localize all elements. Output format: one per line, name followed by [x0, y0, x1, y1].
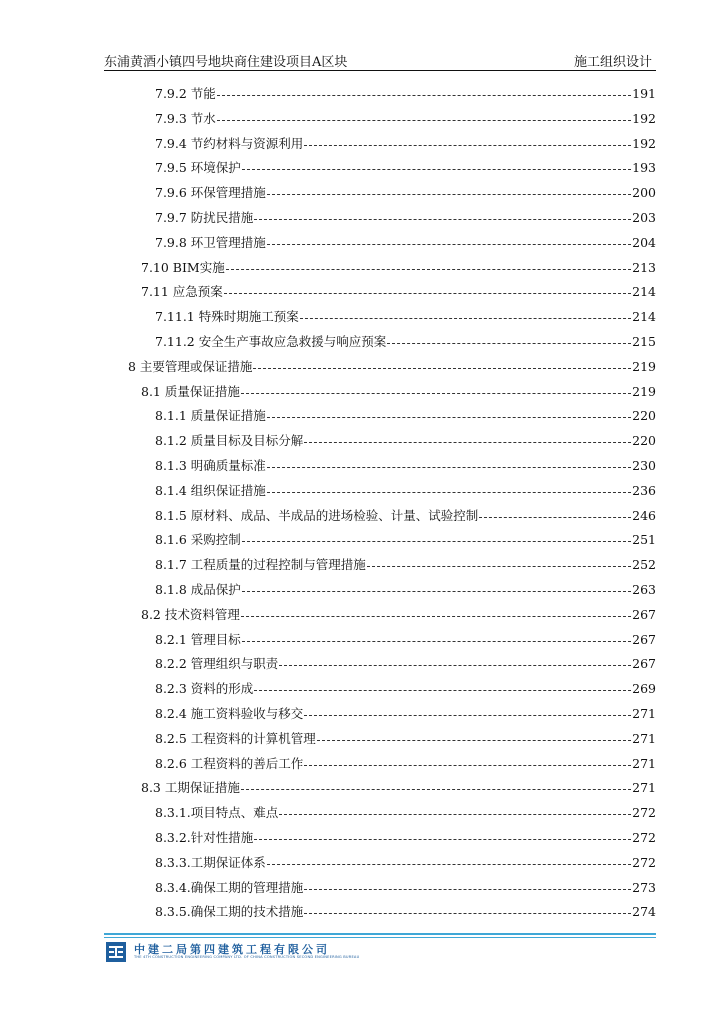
- toc-entry-page: 272: [632, 804, 656, 820]
- toc-leader-dashes: [267, 244, 631, 245]
- toc-leader-dashes: [253, 368, 631, 369]
- toc-entry-title: 7.9.8 环卫管理措施: [155, 235, 266, 250]
- toc-entry-page: 215: [632, 333, 656, 349]
- project-title: 东浦黄酒小镇四号地块商住建设项目A区块: [104, 55, 348, 70]
- toc-entry-page: 200: [632, 184, 656, 200]
- toc-entry[interactable]: [155, 555, 656, 573]
- toc-leader-dashes: [304, 715, 631, 716]
- toc-entry-page: 272: [632, 854, 656, 870]
- toc-entry-page: 220: [632, 432, 656, 448]
- toc-leader-dashes: [241, 393, 631, 394]
- toc-leader-dashes: [241, 789, 631, 790]
- toc-entry-title: 7.9.3 节水: [155, 111, 216, 126]
- toc-leader-dashes: [279, 814, 631, 815]
- toc-leader-dashes: [304, 913, 631, 914]
- toc-entry[interactable]: [141, 382, 656, 400]
- toc-entry[interactable]: [155, 481, 656, 499]
- toc-entry-title: 7.9.6 环保管理措施: [155, 185, 266, 200]
- toc-entry-title: 8.2 技术资料管理: [141, 607, 240, 622]
- toc-entry-page: 214: [632, 283, 656, 299]
- toc-leader-dashes: [226, 269, 631, 270]
- toc-entry[interactable]: [155, 506, 656, 524]
- toc-leader-dashes: [267, 417, 631, 418]
- footer-divider-thin: [104, 937, 656, 938]
- document-type: 施工组织设计: [573, 55, 652, 70]
- toc-entry-title: 8.3.1.项目特点、难点: [155, 805, 279, 820]
- toc-entry-page: 272: [632, 829, 656, 845]
- toc-entry-page: 273: [632, 879, 656, 895]
- toc-entry[interactable]: [141, 282, 656, 300]
- toc-entry[interactable]: [155, 109, 656, 127]
- toc-entry[interactable]: [141, 778, 656, 796]
- company-name-english: THE 4TH CONSTRUCTION ENGINEERING COMPANY LTD. OF CHINA CONSTRUCTION SECOND ENGINEERING BUREAU: [134, 955, 360, 959]
- toc-entry-title: 8.1.7 工程质量的过程控制与管理措施: [155, 557, 366, 572]
- toc-leader-dashes: [279, 665, 631, 666]
- toc-entry[interactable]: [155, 307, 656, 325]
- toc-entry[interactable]: [155, 208, 656, 226]
- toc-entry-page: 271: [632, 755, 656, 771]
- toc-entry-title: 7.9.2 节能: [155, 86, 216, 101]
- company-name: 中建二局第四建筑工程有限公司: [134, 943, 330, 956]
- toc-leader-dashes: [387, 343, 631, 344]
- toc-entry-title: 8.1.1 质量保证措施: [155, 408, 266, 423]
- toc-entry-title: 7.9.7 防扰民措施: [155, 210, 254, 225]
- toc-entry-title: 7.9.5 环境保护: [155, 160, 241, 175]
- toc-entry-title: 8.2.6 工程资料的善后工作: [155, 756, 304, 771]
- toc-entry-title: 8.1.3 明确质量标准: [155, 458, 266, 473]
- toc-entry-title: 8.2.1 管理目标: [155, 632, 241, 647]
- toc-leader-dashes: [254, 219, 631, 220]
- toc-entry[interactable]: [155, 580, 656, 598]
- toc-leader-dashes: [267, 864, 631, 865]
- toc-entry-title: 8.1.8 成品保护: [155, 582, 241, 597]
- toc-entry-page: 267: [632, 655, 656, 671]
- toc-leader-dashes: [304, 145, 631, 146]
- toc-leader-dashes: [254, 839, 631, 840]
- toc-entry-title: 8.2.3 资料的形成: [155, 681, 254, 696]
- toc-entry[interactable]: [155, 803, 656, 821]
- toc-entry[interactable]: [155, 530, 656, 548]
- toc-leader-dashes: [254, 690, 631, 691]
- toc-leader-dashes: [242, 541, 631, 542]
- toc-leader-dashes: [479, 517, 631, 518]
- company-logo-icon: [106, 942, 126, 962]
- toc-entry-page: 193: [632, 159, 656, 175]
- toc-entry[interactable]: [155, 84, 656, 102]
- toc-entry-title: 8.1.5 原材料、成品、半成品的进场检验、计量、试验控制: [155, 508, 479, 523]
- toc-entry-page: 219: [632, 358, 656, 374]
- toc-entry-page: 192: [632, 110, 656, 126]
- toc-entry-title: 8.2.2 管理组织与职责: [155, 656, 279, 671]
- toc-entry[interactable]: [155, 654, 656, 672]
- toc-leader-dashes: [241, 616, 631, 617]
- header-divider: [104, 70, 656, 71]
- toc-entry-page: 251: [632, 531, 656, 547]
- toc-entry-title: 7.11.1 特殊时期施工预案: [155, 309, 299, 324]
- toc-entry[interactable]: [155, 183, 656, 201]
- toc-entry[interactable]: [128, 357, 656, 375]
- toc-entry-page: 219: [632, 383, 656, 399]
- toc-entry-title: 8.3.3.工期保证体系: [155, 855, 266, 870]
- toc-entry[interactable]: [155, 853, 656, 871]
- toc-entry-page: 271: [632, 730, 656, 746]
- page-header: [104, 48, 656, 70]
- toc-leader-dashes: [242, 641, 631, 642]
- toc-entry-page: 267: [632, 631, 656, 647]
- toc-entry[interactable]: [155, 679, 656, 697]
- toc-leader-dashes: [304, 765, 631, 766]
- toc-entry-page: 214: [632, 308, 656, 324]
- toc-entry-page: 263: [632, 581, 656, 597]
- toc-leader-dashes: [300, 318, 631, 319]
- toc-entry[interactable]: [155, 431, 656, 449]
- toc-entry-page: 246: [632, 507, 656, 523]
- toc-entry-page: 191: [632, 85, 656, 101]
- toc-leader-dashes: [304, 889, 631, 890]
- toc-leader-dashes: [267, 467, 631, 468]
- toc-leader-dashes: [304, 442, 631, 443]
- toc-leader-dashes: [317, 740, 631, 741]
- footer-divider: [104, 933, 656, 935]
- toc-entry-title: 8.1.2 质量目标及目标分解: [155, 433, 304, 448]
- toc-entry[interactable]: [155, 630, 656, 648]
- toc-entry[interactable]: [155, 332, 656, 350]
- toc-entry[interactable]: [155, 134, 656, 152]
- toc-entry-title: 7.11 应急预案: [141, 284, 223, 299]
- toc-entry-title: 7.11.2 安全生产事故应急救援与响应预案: [155, 334, 387, 349]
- toc-entry-title: 8.3.4.确保工期的管理措施: [155, 880, 304, 895]
- toc-entry[interactable]: [155, 406, 656, 424]
- toc-entry[interactable]: [155, 902, 656, 920]
- toc-entry-title: 8.1 质量保证措施: [141, 384, 240, 399]
- toc-entry[interactable]: [141, 258, 656, 276]
- toc-leader-dashes: [367, 566, 631, 567]
- toc-entry-page: 230: [632, 457, 656, 473]
- toc-leader-dashes: [217, 120, 631, 121]
- toc-entry-title: 8 主要管理或保证措施: [128, 359, 253, 374]
- toc-entry-page: 204: [632, 234, 656, 250]
- toc-entry[interactable]: [155, 878, 656, 896]
- toc-leader-dashes: [267, 492, 631, 493]
- toc-leader-dashes: [242, 169, 631, 170]
- toc-entry-title: 8.2.4 施工资料验收与移交: [155, 706, 304, 721]
- toc-entry-page: 271: [632, 779, 656, 795]
- toc-entry-title: 8.2.5 工程资料的计算机管理: [155, 731, 316, 746]
- toc-entry-title: 8.1.4 组织保证措施: [155, 483, 266, 498]
- toc-entry[interactable]: [155, 754, 656, 772]
- toc-leader-dashes: [224, 293, 631, 294]
- toc-entry-page: 192: [632, 135, 656, 151]
- toc-entry-title: 8.3.5.确保工期的技术措施: [155, 904, 304, 919]
- toc-entry[interactable]: [155, 158, 656, 176]
- toc-leader-dashes: [267, 194, 631, 195]
- toc-entry-title: 8.3 工期保证措施: [141, 780, 240, 795]
- toc-entry[interactable]: [155, 704, 656, 722]
- toc-entry-title: 8.3.2.针对性措施: [155, 830, 254, 845]
- toc-entry-page: 269: [632, 680, 656, 696]
- toc-leader-dashes: [217, 95, 631, 96]
- toc-entry-title: 7.10 BIM实施: [141, 260, 225, 275]
- toc-entry-page: 203: [632, 209, 656, 225]
- toc-entry-page: 252: [632, 556, 656, 572]
- toc-entry-title: 7.9.4 节约材料与资源利用: [155, 136, 304, 151]
- toc-entry[interactable]: [155, 456, 656, 474]
- toc-entry-title: 8.1.6 采购控制: [155, 532, 241, 547]
- toc-entry-page: 213: [632, 259, 656, 275]
- toc-entry-page: 274: [632, 903, 656, 919]
- toc-entry[interactable]: [155, 729, 656, 747]
- toc-entry[interactable]: [155, 233, 656, 251]
- toc-entry[interactable]: [155, 828, 656, 846]
- toc-entry[interactable]: [141, 605, 656, 623]
- toc-entry-page: 267: [632, 606, 656, 622]
- toc-leader-dashes: [242, 591, 631, 592]
- toc-entry-page: 236: [632, 482, 656, 498]
- toc-entry-page: 220: [632, 407, 656, 423]
- toc-entry-page: 271: [632, 705, 656, 721]
